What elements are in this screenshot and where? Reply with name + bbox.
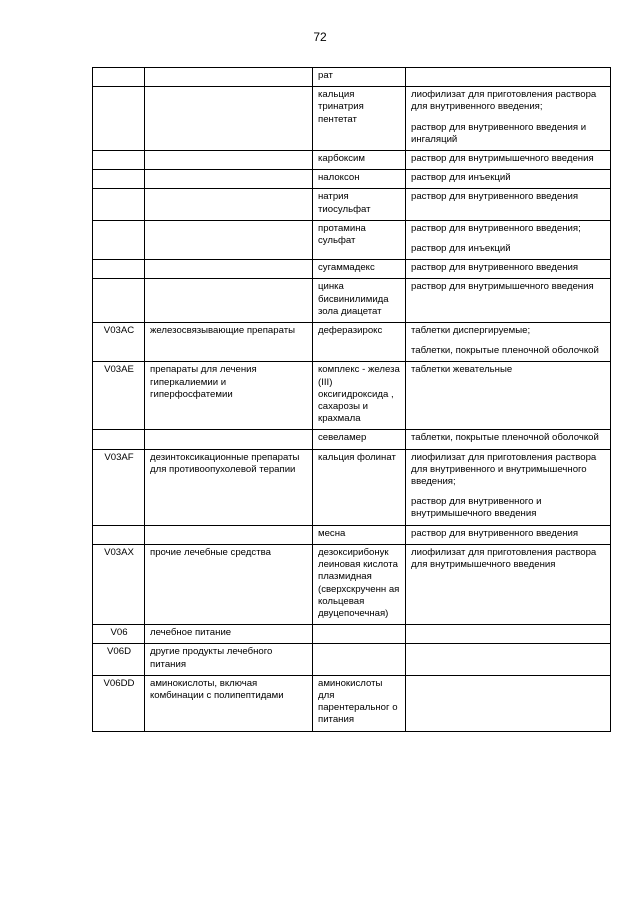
table-row [93, 151, 611, 170]
dosage-form: раствор для инъекций [411, 243, 511, 255]
table-row [93, 279, 611, 323]
dosage-forms-cell [406, 544, 611, 624]
group-name-cell [145, 87, 313, 151]
dosage-forms-cell [406, 644, 611, 675]
atc-code-cell [93, 279, 145, 323]
drug-name-cell: дезоксирибонук леиновая кислота плазмидная (сверхскрученн ая кольцевая двуцепочечная) [313, 544, 406, 624]
group-name-cell [145, 151, 313, 170]
atc-code-cell: V06 [93, 625, 145, 644]
table-row [93, 449, 611, 525]
dosage-form: раствор для внутривенного и внутримышечного введения [411, 496, 542, 520]
dosage-forms-cell [406, 675, 611, 731]
drug-table [92, 67, 611, 732]
dosage-form: лиофилизат для приготовления раствора для внутривенного и внутримышечного введения; [411, 451, 597, 488]
dosage-form: раствор для внутривенного введения; [411, 222, 581, 234]
dosage-form: таблетки, покрытые пленочной оболочкой [411, 345, 599, 357]
dosage-forms-cell [406, 170, 611, 189]
group-name-cell [145, 170, 313, 189]
drug-name-cell: сугаммадекс [313, 260, 406, 279]
dosage-form: таблетки жевательные [411, 364, 513, 376]
dosage-form: раствор для внутримышечного введения [411, 281, 594, 293]
dosage-form: раствор для внутривенного введения [411, 262, 579, 274]
group-name-cell [145, 525, 313, 544]
drug-name-cell: кальция тринатрия пентетат [313, 87, 406, 151]
dosage-forms-cell [406, 430, 611, 449]
group-name-cell: дезинтоксикационные препараты для противоопухолевой терапии [145, 449, 313, 525]
drug-name-cell: цинка бисвинилимида зола диацетат [313, 279, 406, 323]
dosage-forms-cell [406, 260, 611, 279]
group-name-cell: препараты для лечения гиперкалиемии и гиперфосфатемии [145, 362, 313, 430]
group-name-cell: аминокислоты, включая комбинации с полипептидами [145, 675, 313, 731]
drug-name-cell: натрия тиосульфат [313, 189, 406, 220]
drug-name-cell [313, 644, 406, 675]
dosage-form: раствор для внутримышечного введения [411, 153, 594, 165]
group-name-cell: железосвязывающие препараты [145, 323, 313, 362]
dosage-forms-cell [406, 189, 611, 220]
atc-code-cell [93, 170, 145, 189]
table-row [93, 260, 611, 279]
atc-code-cell: V06D [93, 644, 145, 675]
table-row [93, 189, 611, 220]
atc-code-cell [93, 430, 145, 449]
atc-code-cell: V06DD [93, 675, 145, 731]
group-name-cell [145, 189, 313, 220]
atc-code-cell [93, 525, 145, 544]
dosage-form: раствор для внутривенного введения [411, 527, 579, 539]
drug-name-cell: аминокислоты для парентеральног о питания [313, 675, 406, 731]
table-row [93, 362, 611, 430]
drug-name-cell: налоксон [313, 170, 406, 189]
group-name-cell [145, 430, 313, 449]
group-name-cell [145, 68, 313, 87]
dosage-forms-cell [406, 449, 611, 525]
dosage-form: раствор для внутривенного введения [411, 191, 579, 203]
table-row [93, 544, 611, 624]
table-body [93, 68, 611, 732]
dosage-forms-cell [406, 220, 611, 259]
atc-code-cell [93, 87, 145, 151]
drug-name-cell: протамина сульфат [313, 220, 406, 259]
dosage-forms-cell [406, 151, 611, 170]
dosage-forms-cell [406, 525, 611, 544]
table-row [93, 625, 611, 644]
dosage-form: лиофилизат для приготовления раствора для внутримышечного введения [411, 546, 597, 571]
table-row [93, 323, 611, 362]
table-row [93, 87, 611, 151]
drug-name-cell: севеламер [313, 430, 406, 449]
dosage-forms-cell [406, 279, 611, 323]
table-row [93, 170, 611, 189]
atc-code-cell: V03AX [93, 544, 145, 624]
table-row [93, 220, 611, 259]
atc-code-cell: V03AC [93, 323, 145, 362]
page-number: 72 [313, 30, 327, 44]
drug-name-cell: кальция фолинат [313, 449, 406, 525]
drug-name-cell: деферазирокс [313, 323, 406, 362]
atc-code-cell: V03AE [93, 362, 145, 430]
dosage-form: раствор для инъекций [411, 172, 511, 184]
atc-code-cell [93, 220, 145, 259]
drug-name-cell: комплекс - железа (III) оксигидроксида , сахарозы и крахмала [313, 362, 406, 430]
group-name-cell [145, 279, 313, 323]
dosage-form: лиофилизат для приготовления раствора для внутривенного введения; [411, 89, 597, 113]
group-name-cell: лечебное питание [145, 625, 313, 644]
atc-code-cell [93, 189, 145, 220]
dosage-forms-cell [406, 87, 611, 151]
table-row [93, 675, 611, 731]
drug-name-cell [313, 625, 406, 644]
drug-name-cell: карбоксим [313, 151, 406, 170]
dosage-forms-cell [406, 362, 611, 430]
atc-code-cell [93, 151, 145, 170]
drug-name-cell: рат [313, 68, 406, 87]
atc-code-cell [93, 260, 145, 279]
atc-code-cell [93, 68, 145, 87]
group-name-cell: прочие лечебные средства [145, 544, 313, 624]
dosage-forms-cell [406, 625, 611, 644]
dosage-forms-cell [406, 68, 611, 87]
group-name-cell [145, 220, 313, 259]
table-row [93, 430, 611, 449]
dosage-form: таблетки диспергируемые; [411, 325, 531, 337]
dosage-form: раствор для внутривенного введения и ингаляций [411, 121, 587, 145]
table-row [93, 644, 611, 675]
dosage-forms-cell [406, 323, 611, 362]
drug-name-cell: месна [313, 525, 406, 544]
dosage-form: таблетки, покрытые пленочной оболочкой [411, 432, 599, 444]
table-row [93, 68, 611, 87]
group-name-cell: другие продукты лечебного питания [145, 644, 313, 675]
group-name-cell [145, 260, 313, 279]
atc-code-cell: V03AF [93, 449, 145, 525]
table-row [93, 525, 611, 544]
